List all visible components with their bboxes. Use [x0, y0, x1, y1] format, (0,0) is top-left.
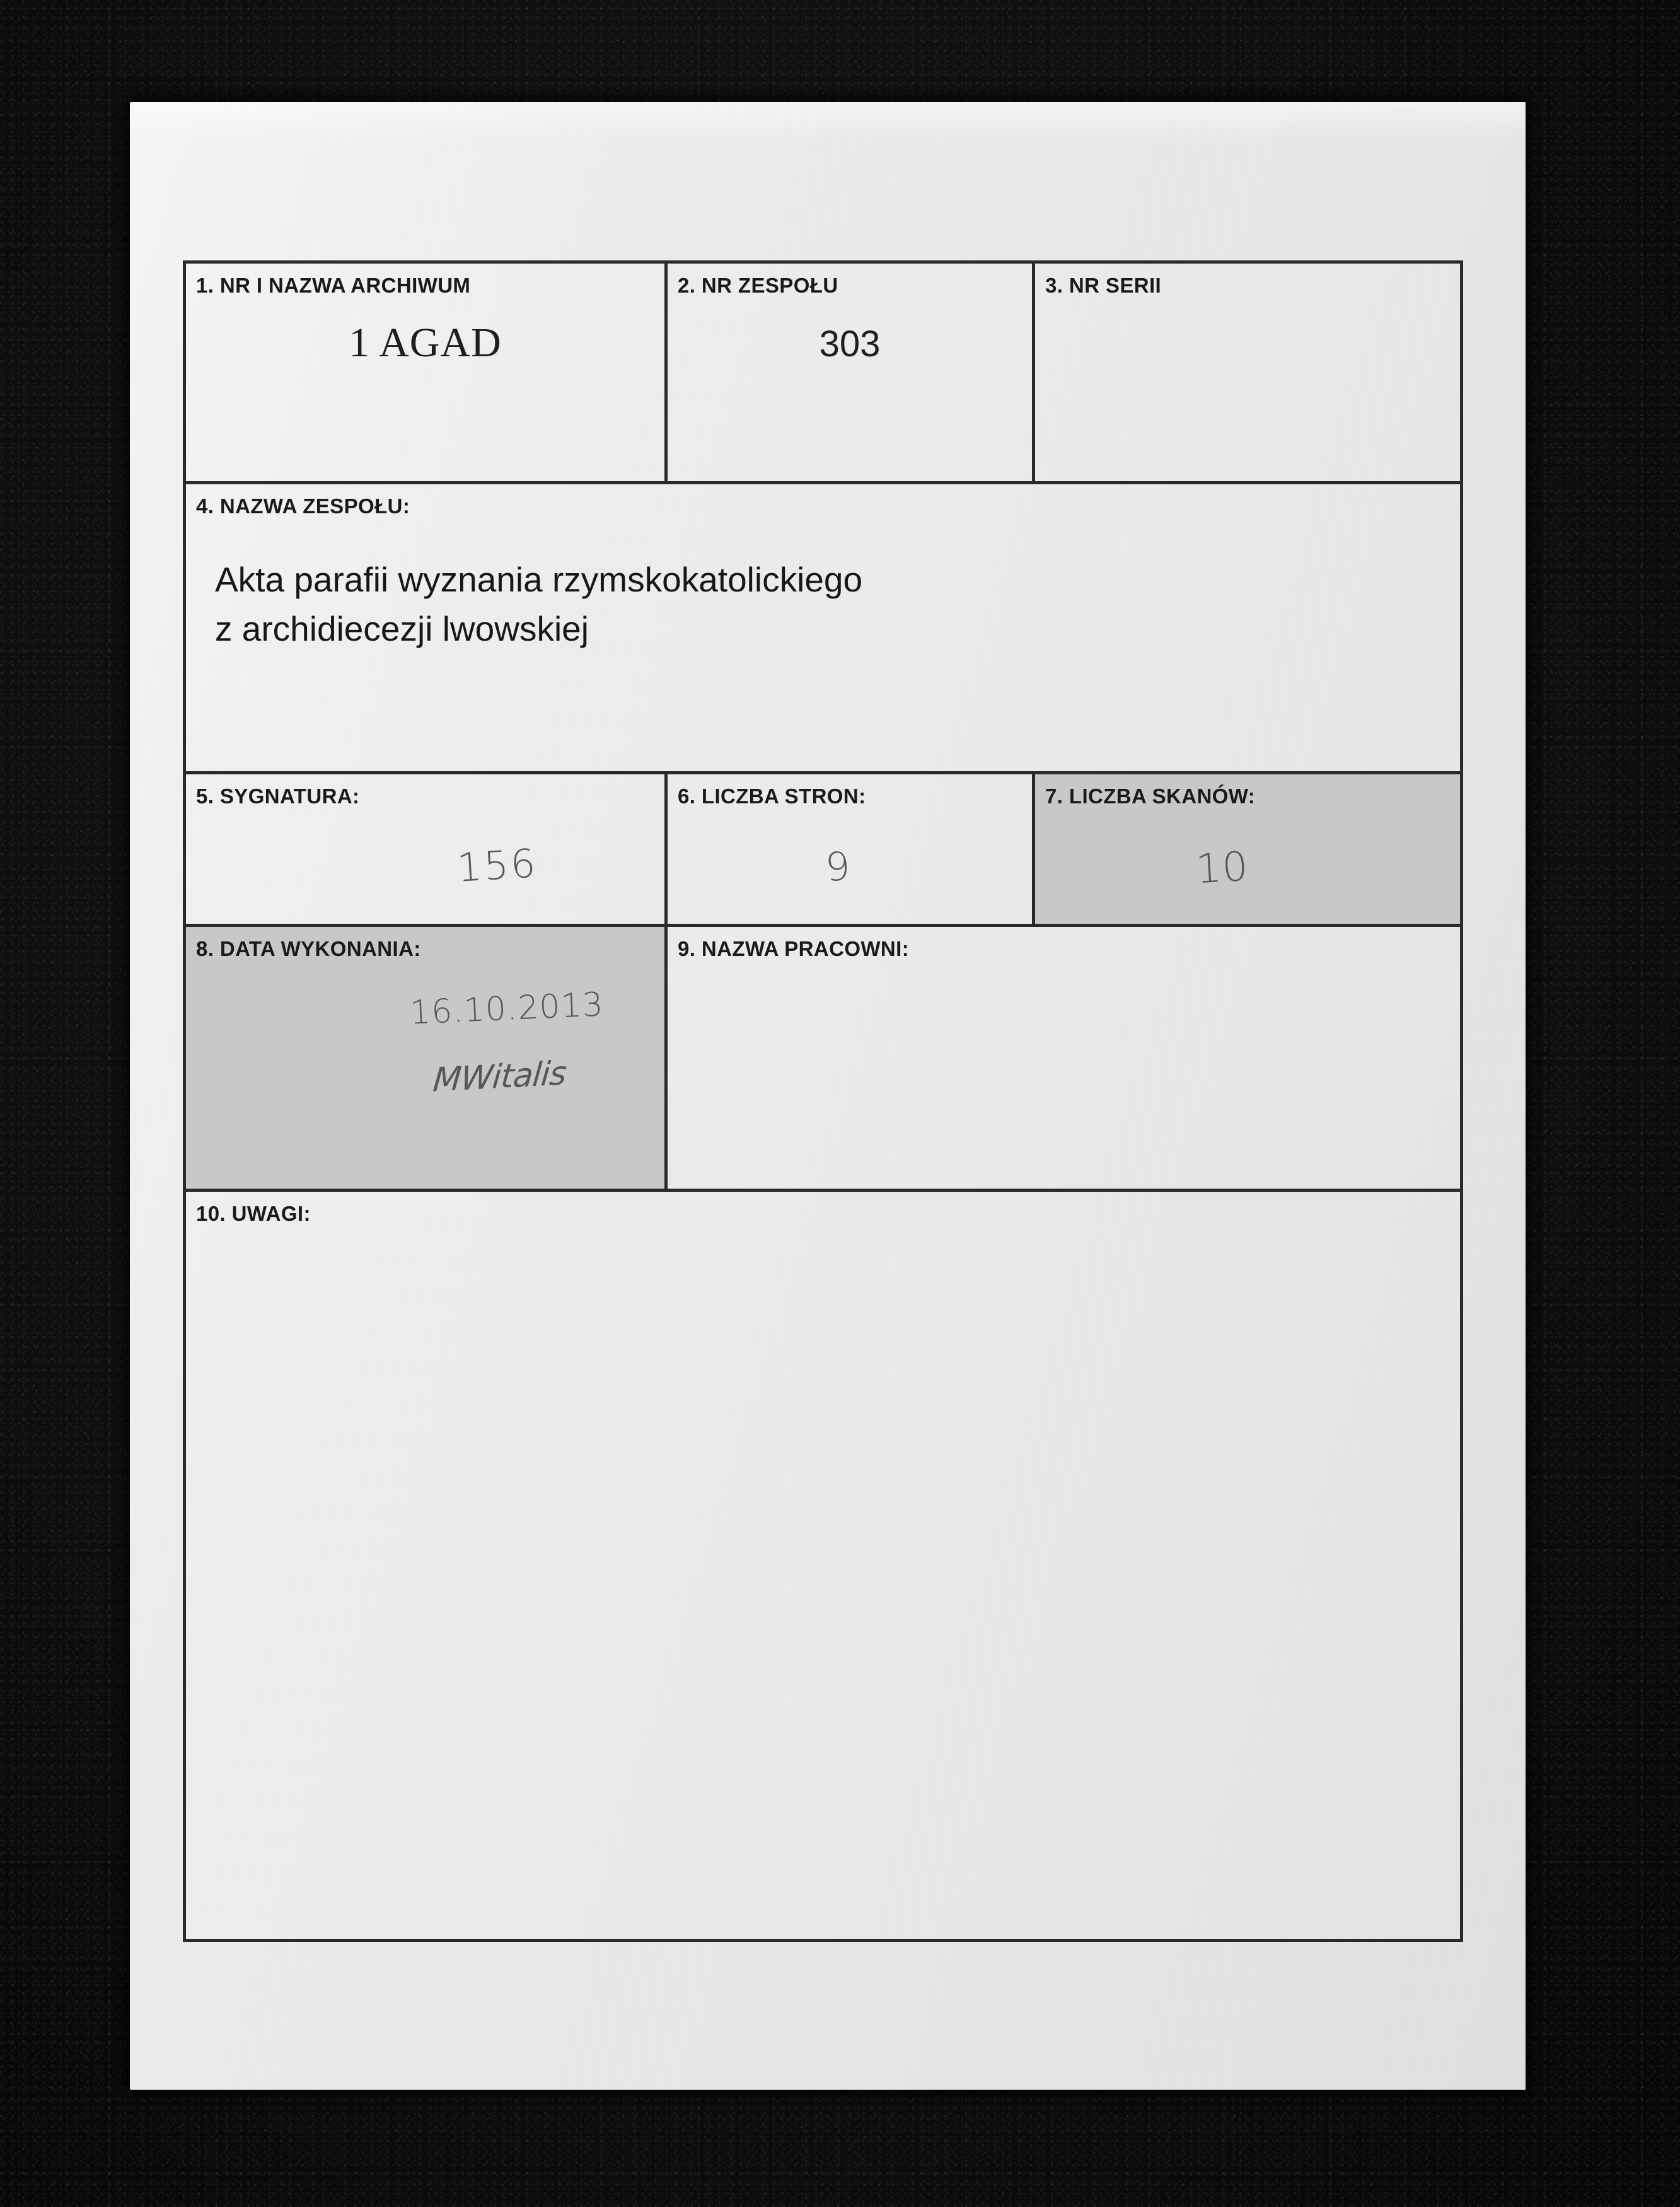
archival-record-form	[183, 260, 1463, 1942]
label-fonds-number: 2. NR ZESPOŁU	[678, 274, 838, 297]
cell-page-count[interactable]	[666, 773, 1034, 926]
fonds-name-line-2: z archidiecezji lwowskiej	[215, 609, 589, 649]
label-signature: 5. SYGNATURA:	[196, 784, 360, 808]
handwritten-page-count-value: 9	[823, 842, 852, 891]
table-row	[185, 262, 1462, 483]
value-fonds-name	[186, 518, 1460, 653]
value-archive: 1 AGAD	[349, 320, 502, 366]
cell-fonds-name[interactable]	[185, 483, 1462, 773]
label-page-count: 6. LICZBA STRON:	[678, 784, 866, 808]
cell-archive[interactable]	[185, 262, 666, 483]
cell-scan-count[interactable]	[1034, 773, 1462, 926]
table-row	[185, 1191, 1462, 1941]
table-row	[185, 483, 1462, 773]
handwritten-scan-count-value: 10	[1194, 843, 1250, 894]
handwritten-operator-signature: MWitalis	[431, 1054, 568, 1100]
cell-series-number[interactable]	[1034, 262, 1462, 483]
label-archive: 1. NR I NAZWA ARCHIWUM	[196, 274, 471, 297]
document-sheet	[130, 102, 1526, 2090]
table-row	[185, 926, 1462, 1191]
fonds-name-line-1: Akta parafii wyznania rzymskokatolickiego	[215, 560, 863, 599]
table-row	[185, 773, 1462, 926]
label-scan-count: 7. LICZBA SKANÓW:	[1045, 784, 1256, 808]
value-fonds-number: 303	[819, 323, 881, 364]
label-series-number: 3. NR SERII	[1045, 274, 1162, 297]
cell-workshop-name[interactable]	[666, 926, 1462, 1191]
label-workshop-name: 9. NAZWA PRACOWNI:	[678, 937, 910, 960]
handwritten-date-value: 16.10.2013	[408, 986, 605, 1032]
handwritten-signature-value: 156	[455, 840, 539, 891]
label-date-done: 8. DATA WYKONANIA:	[196, 937, 421, 960]
cell-remarks[interactable]	[185, 1191, 1462, 1941]
label-fonds-name: 4. NAZWA ZESPOŁU:	[196, 494, 410, 518]
cell-fonds-number[interactable]	[666, 262, 1034, 483]
cell-date-done[interactable]	[185, 926, 666, 1191]
label-remarks: 10. UWAGI:	[196, 1202, 311, 1225]
cell-signature[interactable]	[185, 773, 666, 926]
